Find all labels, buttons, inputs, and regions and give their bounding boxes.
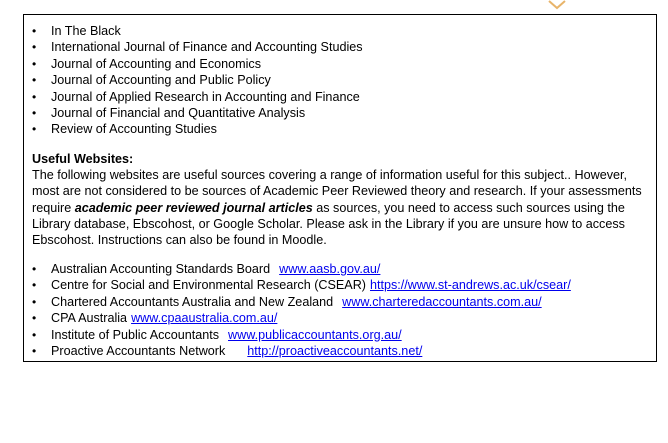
website-name: Chartered Accountants Australia and New Zealand	[51, 294, 334, 309]
bullet: •	[32, 278, 37, 293]
website-link[interactable]: https://www.st-andrews.ac.uk/csear/	[369, 278, 571, 293]
journal-title: Journal of Applied Research in Accounting and Finance	[51, 89, 360, 104]
journal-list	[32, 23, 363, 138]
paragraph-emphasis: academic peer reviewed journal articles	[74, 200, 313, 215]
bullet: •	[32, 24, 37, 38]
list-item	[32, 343, 571, 359]
website-list	[32, 261, 571, 359]
bullet: •	[32, 327, 37, 342]
journal-title: In The Black	[51, 24, 121, 38]
list-item	[32, 105, 363, 121]
journal-title: Journal of Financial and Quantitative Analysis	[51, 106, 306, 121]
website-link[interactable]: www.publicaccountants.org.au/	[228, 327, 402, 342]
list-item	[32, 277, 571, 293]
bullet: •	[32, 106, 37, 121]
website-name: Centre for Social and Environmental Research (CSEAR)	[51, 278, 366, 293]
bullet: •	[32, 262, 37, 276]
list-item	[32, 310, 571, 326]
journal-title: International Journal of Finance and Accounting Studies	[51, 40, 363, 55]
list-item	[32, 39, 363, 55]
website-name: CPA Australia	[51, 311, 128, 326]
website-name: Institute of Public Accountants	[51, 327, 220, 342]
paragraph-text: as sources, you need to access such sources using the Library database, Ebscohost, or Google Scholar. Please ask in the Library if you are unsure how to access Ebscohost. Instructions can also be found in Moodle.	[32, 200, 625, 248]
list-item	[32, 261, 571, 277]
website-name: Australian Accounting Standards Board	[51, 262, 271, 276]
list-item	[32, 89, 363, 105]
useful-websites-paragraph	[32, 167, 654, 248]
journal-title: Journal of Accounting and Economics	[51, 56, 262, 71]
website-name: Proactive Accountants Network	[51, 344, 226, 359]
list-item	[32, 327, 571, 343]
paragraph-text: The following websites are useful sources covering a range of information useful for this subject.. However, most are not considered to be sources of Academic Peer Reviewed theory and research. If your assessments require	[32, 168, 642, 215]
list-item	[32, 294, 571, 310]
list-item	[32, 23, 363, 39]
bullet: •	[32, 89, 37, 104]
chevron-down-icon[interactable]	[548, 0, 566, 10]
bullet: •	[32, 56, 37, 71]
bullet: •	[32, 294, 37, 309]
bullet: •	[32, 40, 37, 55]
website-link[interactable]: www.charteredaccountants.com.au/	[342, 294, 542, 309]
bullet: •	[32, 344, 37, 359]
list-item	[32, 121, 363, 137]
bullet: •	[32, 122, 37, 137]
website-link[interactable]: www.aasb.gov.au/	[279, 262, 381, 276]
bullet: •	[32, 73, 37, 88]
website-link[interactable]: www.cpaaustralia.com.au/	[131, 311, 278, 326]
content-box	[23, 14, 657, 362]
useful-websites-heading: Useful Websites:	[32, 152, 134, 166]
list-item	[32, 72, 363, 88]
journal-title: Review of Accounting Studies	[51, 122, 217, 137]
list-item	[32, 56, 363, 72]
website-link[interactable]: http://proactiveaccountants.net/	[247, 344, 423, 359]
bullet: •	[32, 311, 37, 326]
journal-title: Journal of Accounting and Public Policy	[51, 73, 271, 88]
